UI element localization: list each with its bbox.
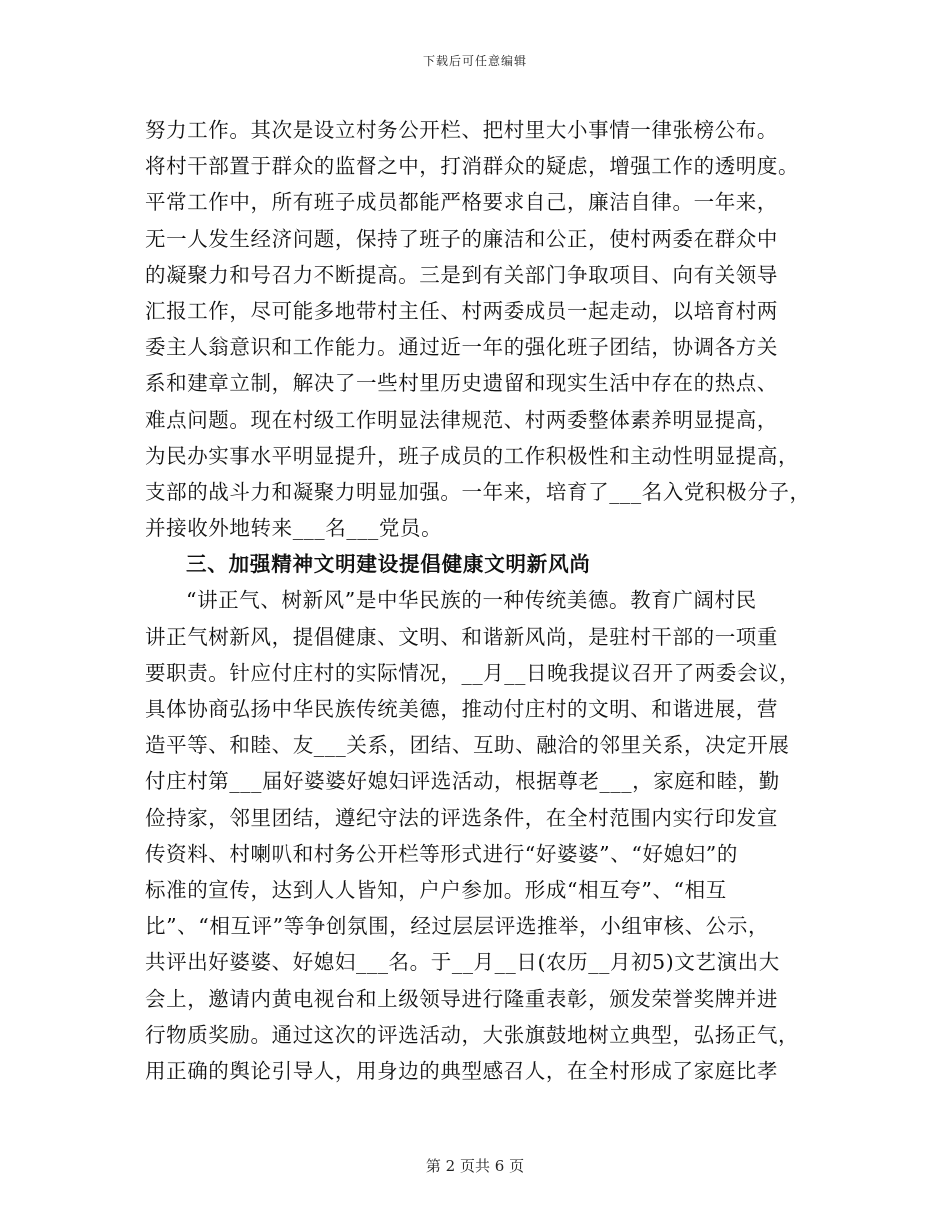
text-line: 为民办实事水平明显提升，班子成员的工作积极性和主动性明显提高， [145, 443, 800, 468]
text-line: 俭持家，邻里团结，遵纪守法的评选条件，在全村范围内实行印发宣 [145, 805, 778, 830]
text-line: 无一人发生经济问题，保持了班子的廉洁和公正，使村两委在群众中 [145, 226, 778, 251]
text-line: 努力工作。其次是设立村务公开栏、把村里大小事情一律张榜公布。 [145, 118, 778, 142]
text-line: 系和建章立制，解决了一些村里历史遗留和现实生活中存在的热点、 [145, 371, 778, 396]
text-line: 的凝聚力和号召力不断提高。三是到有关部门争取项目、向有关领导 [145, 262, 778, 287]
page-number-footer: 第 2 页共 6 页 [425, 1157, 525, 1175]
text-line: 用正确的舆论引导人，用身边的典型感召人，在全村形成了家庭比孝 [145, 1058, 778, 1083]
text-line: 要职责。针应付庄村的实际情况，__月__日晚我提议召开了两委会议， [145, 660, 801, 685]
text-line: “讲正气、树新风”是中华民族的一种传统美德。教育广阔村民 [186, 588, 757, 613]
text-line: 传资料、村喇叭和村务公开栏等形式进行“好婆婆”、“好媳妇”的 [145, 841, 738, 866]
text-line: 付庄村第___届好婆婆好媳妇评选活动，根据尊老___，家庭和睦，勤 [145, 769, 780, 794]
text-line: 标准的宣传，达到人人皆知，户户参加。形成“相互夸”、“相互 [145, 877, 727, 902]
text-line: 汇报工作，尽可能多地带村主任、村两委成员一起走动，以培育村两 [145, 298, 778, 323]
page-header: 下载后可任意编辑 [422, 54, 527, 68]
text-line: 行物质奖励。通过这次的评选活动，大张旗鼓地树立典型，弘扬正气， [145, 1022, 800, 1047]
text-line: 平常工作中，所有班子成员都能严格要求自己，廉洁自律。一年来， [145, 190, 778, 215]
text-line: 委主人翁意识和工作能力。通过近一年的强化班子团结，协调各方关 [145, 335, 778, 360]
text-line: 比”、“相互评”等争创氛围，经过层层评选推举，小组审核、公示， [145, 914, 770, 939]
text-line: 并接收外地转来___名___党员。 [145, 516, 443, 541]
text-line: 难点问题。现在村级工作明显法律规范、村两委整体素养明显提高， [145, 407, 778, 432]
text-line: 共评出好婆婆、好媳妇___名。于__月__日(农历__月初5)文艺演出大 [145, 950, 780, 975]
section-heading: 三、加强精神文明建设提倡健康文明新风尚 [186, 552, 591, 577]
document-body [145, 112, 810, 1089]
text-line: 会上，邀请内黄电视台和上级领导进行隆重表彰，颁发荣誉奖牌并进 [145, 986, 778, 1011]
text-line: 讲正气树新风，提倡健康、文明、和谐新风尚，是驻村干部的一项重 [145, 624, 778, 649]
text-line: 支部的战斗力和凝聚力明显加强。一年来，培育了___名入党积极分子， [145, 479, 811, 504]
text-line: 造平等、和睦、友___关系，团结、互助、融洽的邻里关系，决定开展 [145, 733, 790, 758]
text-line: 具体协商弘扬中华民族传统美德，推动付庄村的文明、和谐进展，营 [145, 697, 778, 721]
text-line: 将村干部置于群众的监督之中，打消群众的疑虑，增强工作的透明度。 [145, 154, 800, 179]
